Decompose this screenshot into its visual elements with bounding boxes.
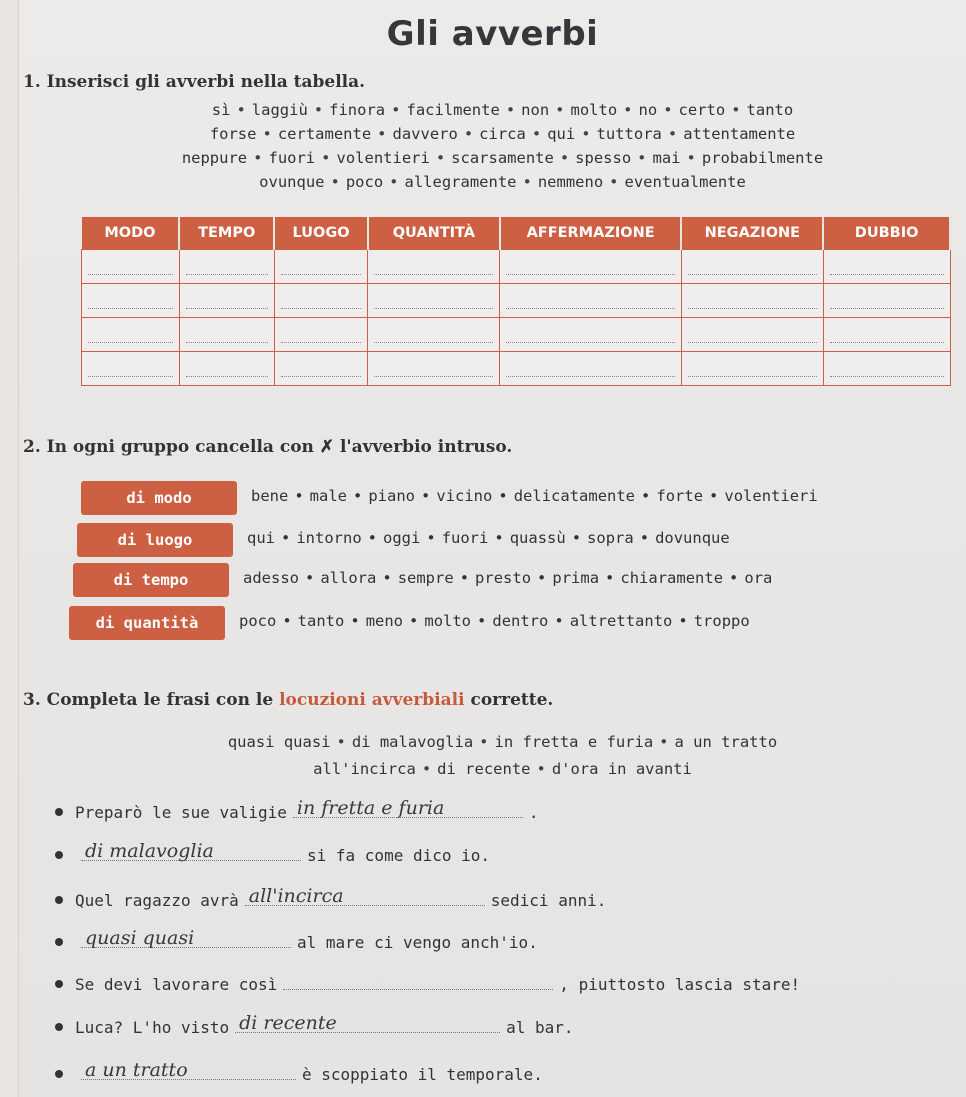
bullet-separator: • <box>637 149 647 167</box>
bullet-separator: • <box>459 569 470 587</box>
word-bank-item: spesso <box>575 149 632 167</box>
answer-cell[interactable] <box>500 351 682 385</box>
word-bank-item: molto <box>570 101 618 119</box>
word-bank-item: forse <box>209 125 257 143</box>
bullet-separator: • <box>367 529 378 547</box>
bullet-separator: • <box>686 149 696 167</box>
answer-cell[interactable] <box>179 317 274 351</box>
table-row <box>82 351 951 385</box>
locution-item: d'ora in avanti <box>551 760 692 778</box>
word-bank-item: facilmente <box>406 101 500 119</box>
word-bank-item: qui <box>547 125 576 143</box>
table-header-cell: DUBBIO <box>823 217 950 249</box>
word-bank-item: ovunque <box>259 173 325 191</box>
bullet-separator: • <box>236 101 246 119</box>
bullet-separator: • <box>659 733 669 751</box>
bullet-separator: • <box>531 125 542 143</box>
word-bank-item: poco <box>345 173 384 191</box>
sentence-text-before: Se devi lavorare così <box>75 975 278 994</box>
bullet-separator: • <box>253 149 263 167</box>
adverb-option: tanto <box>297 612 345 630</box>
answer-cell[interactable] <box>368 283 500 317</box>
table-header-cell: NEGAZIONE <box>681 217 823 249</box>
word-bank-line <box>79 125 926 143</box>
sentence-item <box>55 927 538 952</box>
bullet-separator: • <box>435 149 446 167</box>
adverb-option: fuori <box>441 529 489 547</box>
word-bank-item: sì <box>211 101 231 119</box>
handwritten-answer: di recente <box>239 1012 337 1034</box>
handwritten-answer: quasi quasi <box>85 927 195 949</box>
adverb-option: oggi <box>383 529 421 547</box>
bullet-separator: • <box>505 101 516 119</box>
adverb-option: allora <box>320 569 377 587</box>
answer-cell[interactable] <box>500 317 682 351</box>
sentence-item <box>55 1012 574 1037</box>
sentence-text-before: Quel ragazzo avrà <box>75 891 239 910</box>
bullet-separator: • <box>336 733 346 751</box>
bullet-separator: • <box>559 149 570 167</box>
adverb-option: troppo <box>693 612 750 630</box>
answer-cell[interactable] <box>82 351 180 385</box>
word-bank-item: davvero <box>392 125 458 143</box>
bullet-separator: • <box>555 101 565 119</box>
bullet-separator: • <box>522 173 532 191</box>
answer-cell[interactable] <box>681 249 823 283</box>
bullet-separator: • <box>377 125 387 143</box>
answer-cell[interactable] <box>823 317 950 351</box>
sentence-text-before: Preparò le sue valigie <box>75 803 287 822</box>
category-label: di luogo <box>77 523 233 557</box>
sentence-item <box>55 797 539 822</box>
adverb-option: sempre <box>397 569 454 587</box>
table-row <box>82 249 951 283</box>
answer-cell[interactable] <box>179 351 274 385</box>
answer-blank[interactable] <box>81 840 301 862</box>
word-bank-line <box>79 101 926 119</box>
answer-cell[interactable] <box>368 351 500 385</box>
locution-item: a un tratto <box>674 733 778 751</box>
locution-item: quasi quasi <box>227 733 331 751</box>
category-words <box>251 487 818 505</box>
answer-cell[interactable] <box>681 351 823 385</box>
table-header-cell: MODO <box>82 217 180 249</box>
adverb-option: intorno <box>296 529 362 547</box>
bullet-separator: • <box>494 529 504 547</box>
exercise-2-heading: 2. In ogni gruppo cancella con ✗ l'avverbio intruso. <box>23 437 513 457</box>
locution-bank-line <box>79 733 926 751</box>
sentence-text-after: al mare ci vengo anch'io. <box>297 933 538 952</box>
word-bank-item: laggiù <box>251 101 308 119</box>
bullet-separator: • <box>581 125 591 143</box>
answer-cell[interactable] <box>82 283 180 317</box>
worksheet-page <box>18 0 966 1097</box>
adverb-option: presto <box>475 569 532 587</box>
table-header-cell: TEMPO <box>179 217 274 249</box>
bullet-separator: • <box>609 173 619 191</box>
bullet-separator: • <box>262 125 272 143</box>
bullet-separator: • <box>641 487 651 505</box>
sentence-text-after: sedici anni. <box>490 891 607 910</box>
adverb-option: molto <box>424 612 472 630</box>
adverb-option: vicino <box>436 487 493 505</box>
table-row <box>82 283 951 317</box>
adverb-option: poco <box>239 612 277 630</box>
bullet-separator: • <box>537 569 547 587</box>
adverb-option: delicatamente <box>513 487 636 505</box>
bullet-separator: • <box>391 101 401 119</box>
bullet-separator: • <box>313 101 324 119</box>
sentence-text-before: Luca? L'ho visto <box>75 1018 230 1037</box>
sentence-item <box>55 1059 543 1084</box>
sentence-text-after: è scoppiato il temporale. <box>302 1065 543 1084</box>
locution-item: in fretta e furia <box>494 733 654 751</box>
bullet-separator: • <box>421 487 431 505</box>
word-bank-item: certamente <box>277 125 372 143</box>
exercise-3-heading: 3. Completa le frasi con le locuzioni avverbiali corrette. <box>23 690 554 710</box>
adverb-option: forte <box>656 487 704 505</box>
answer-cell[interactable] <box>274 249 368 283</box>
sentence-text-after: si fa come dico io. <box>307 846 491 865</box>
bullet-separator: • <box>350 612 360 630</box>
bullet-separator: • <box>294 487 304 505</box>
page-title: Gli avverbi <box>386 14 599 54</box>
locution-item: all'incirca <box>313 760 416 778</box>
category-label: di quantità <box>69 606 225 640</box>
word-bank-item: allegramente <box>404 173 517 191</box>
bullet-separator: • <box>663 101 673 119</box>
word-bank-item: attentamente <box>683 125 796 143</box>
answer-cell[interactable] <box>681 317 823 351</box>
word-bank-item: eventualmente <box>624 173 746 191</box>
bullet-separator: • <box>463 125 474 143</box>
bullet-separator: • <box>678 612 688 630</box>
word-bank-item: probabilmente <box>701 149 824 167</box>
bullet-separator: • <box>477 612 487 630</box>
category-words <box>247 529 730 547</box>
bullet-separator: • <box>321 149 331 167</box>
bullet-separator: • <box>571 529 582 547</box>
word-bank-item: certo <box>678 101 726 119</box>
bullet-separator: • <box>421 760 432 778</box>
adverb-option: quassù <box>509 529 566 547</box>
answer-blank[interactable] <box>235 1012 500 1034</box>
category-row <box>73 563 953 597</box>
adverb-option: male <box>309 487 347 505</box>
bullet-dot <box>55 808 63 816</box>
adverb-option: qui <box>247 529 275 547</box>
sentence-item <box>55 885 607 910</box>
bullet-dot <box>55 1070 63 1078</box>
bullet-dot <box>55 980 63 988</box>
adverb-option: altrettanto <box>569 612 673 630</box>
adverb-option: meno <box>365 612 404 630</box>
bullet-separator: • <box>479 733 489 751</box>
bullet-separator: • <box>667 125 678 143</box>
adverb-option: dentro <box>492 612 549 630</box>
category-words <box>243 569 772 587</box>
handwritten-answer: di malavoglia <box>85 840 214 862</box>
locution-bank-line <box>79 760 926 778</box>
handwritten-answer: all'incirca <box>248 885 344 907</box>
answer-blank[interactable] <box>293 797 523 819</box>
category-label: di tempo <box>73 563 229 597</box>
adverb-option: piano <box>368 487 416 505</box>
category-row <box>69 606 949 640</box>
sentence-text-after: . <box>528 803 539 822</box>
adverb-option: adesso <box>243 569 299 587</box>
answer-cell[interactable] <box>274 283 368 317</box>
word-bank-item: circa <box>479 125 526 143</box>
answer-cell[interactable] <box>368 317 500 351</box>
answer-cell[interactable] <box>179 249 274 283</box>
word-bank-item: nemmeno <box>537 173 604 191</box>
category-row <box>81 481 961 515</box>
adverb-option: ora <box>744 569 773 587</box>
word-bank-item: volentieri <box>336 149 430 167</box>
bullet-separator: • <box>426 529 436 547</box>
sentence-item <box>55 972 800 994</box>
answer-cell[interactable] <box>274 351 368 385</box>
locution-item: di malavoglia <box>351 733 474 751</box>
table-header-cell: AFFERMAZIONE <box>500 217 682 249</box>
sentence-text-after: , piuttosto lascia stare! <box>559 975 801 994</box>
category-label: di modo <box>81 481 237 515</box>
word-bank-item: no <box>638 101 658 119</box>
bullet-separator: • <box>729 569 739 587</box>
answer-cell[interactable] <box>274 317 368 351</box>
word-bank-item: scarsamente <box>451 149 554 167</box>
answer-cell[interactable] <box>823 249 950 283</box>
bullet-dot <box>55 896 63 904</box>
bullet-separator: • <box>731 101 741 119</box>
bullet-separator: • <box>353 487 363 505</box>
answer-cell[interactable] <box>500 249 682 283</box>
answer-cell[interactable] <box>823 283 950 317</box>
bullet-separator: • <box>498 487 508 505</box>
table-header-cell: LUOGO <box>274 217 368 249</box>
bullet-separator: • <box>305 569 315 587</box>
answer-cell[interactable] <box>82 249 180 283</box>
table-header-cell: QUANTITÀ <box>368 217 500 249</box>
handwritten-answer: in fretta e furia <box>296 797 445 819</box>
category-row <box>77 523 957 557</box>
adverb-option: sopra <box>587 529 634 547</box>
sentence-text-after: al bar. <box>506 1018 574 1037</box>
bullet-separator: • <box>623 101 633 119</box>
exercise-1-heading: 1. Inserisci gli avverbi nella tabella. <box>23 72 366 92</box>
word-bank-item: mai <box>652 149 681 167</box>
adverb-table <box>81 217 951 386</box>
adverb-option: chiaramente <box>620 569 724 587</box>
bullet-separator: • <box>282 612 292 630</box>
bullet-separator: • <box>382 569 392 587</box>
adverb-option: volentieri <box>724 487 818 505</box>
answer-cell[interactable] <box>823 351 950 385</box>
locution-item: di recente <box>437 760 531 778</box>
answer-blank[interactable] <box>245 885 485 907</box>
word-bank-item: tuttora <box>596 125 662 143</box>
answer-blank[interactable] <box>283 972 553 990</box>
word-bank-line <box>79 173 926 191</box>
handwritten-answer: a un tratto <box>85 1059 188 1081</box>
answer-blank[interactable] <box>81 927 291 949</box>
bullet-separator: • <box>389 173 399 191</box>
word-bank-item: finora <box>329 101 386 119</box>
bullet-separator: • <box>281 529 291 547</box>
adverb-option: bene <box>251 487 289 505</box>
adverb-option: prima <box>552 569 600 587</box>
word-bank-line <box>79 149 926 167</box>
answer-cell[interactable] <box>368 249 500 283</box>
answer-blank[interactable] <box>81 1059 296 1081</box>
bullet-dot <box>55 851 63 859</box>
bullet-dot <box>55 938 63 946</box>
bullet-separator: • <box>330 173 340 191</box>
category-words <box>239 612 750 630</box>
answer-cell[interactable] <box>82 317 180 351</box>
bullet-separator: • <box>709 487 719 505</box>
answer-cell[interactable] <box>179 283 274 317</box>
bullet-separator: • <box>536 760 546 778</box>
word-bank-item: tanto <box>746 101 794 119</box>
word-bank-item: neppure <box>181 149 248 167</box>
bullet-dot <box>55 1023 63 1031</box>
bullet-separator: • <box>554 612 564 630</box>
bullet-separator: • <box>605 569 615 587</box>
bullet-separator: • <box>639 529 650 547</box>
bullet-separator: • <box>409 612 419 630</box>
answer-cell[interactable] <box>681 283 823 317</box>
answer-cell[interactable] <box>500 283 682 317</box>
word-bank-item: fuori <box>268 149 316 167</box>
sentence-item <box>55 840 491 865</box>
word-bank-item: non <box>521 101 550 119</box>
table-row <box>82 317 951 351</box>
adverb-option: dovunque <box>655 529 730 547</box>
